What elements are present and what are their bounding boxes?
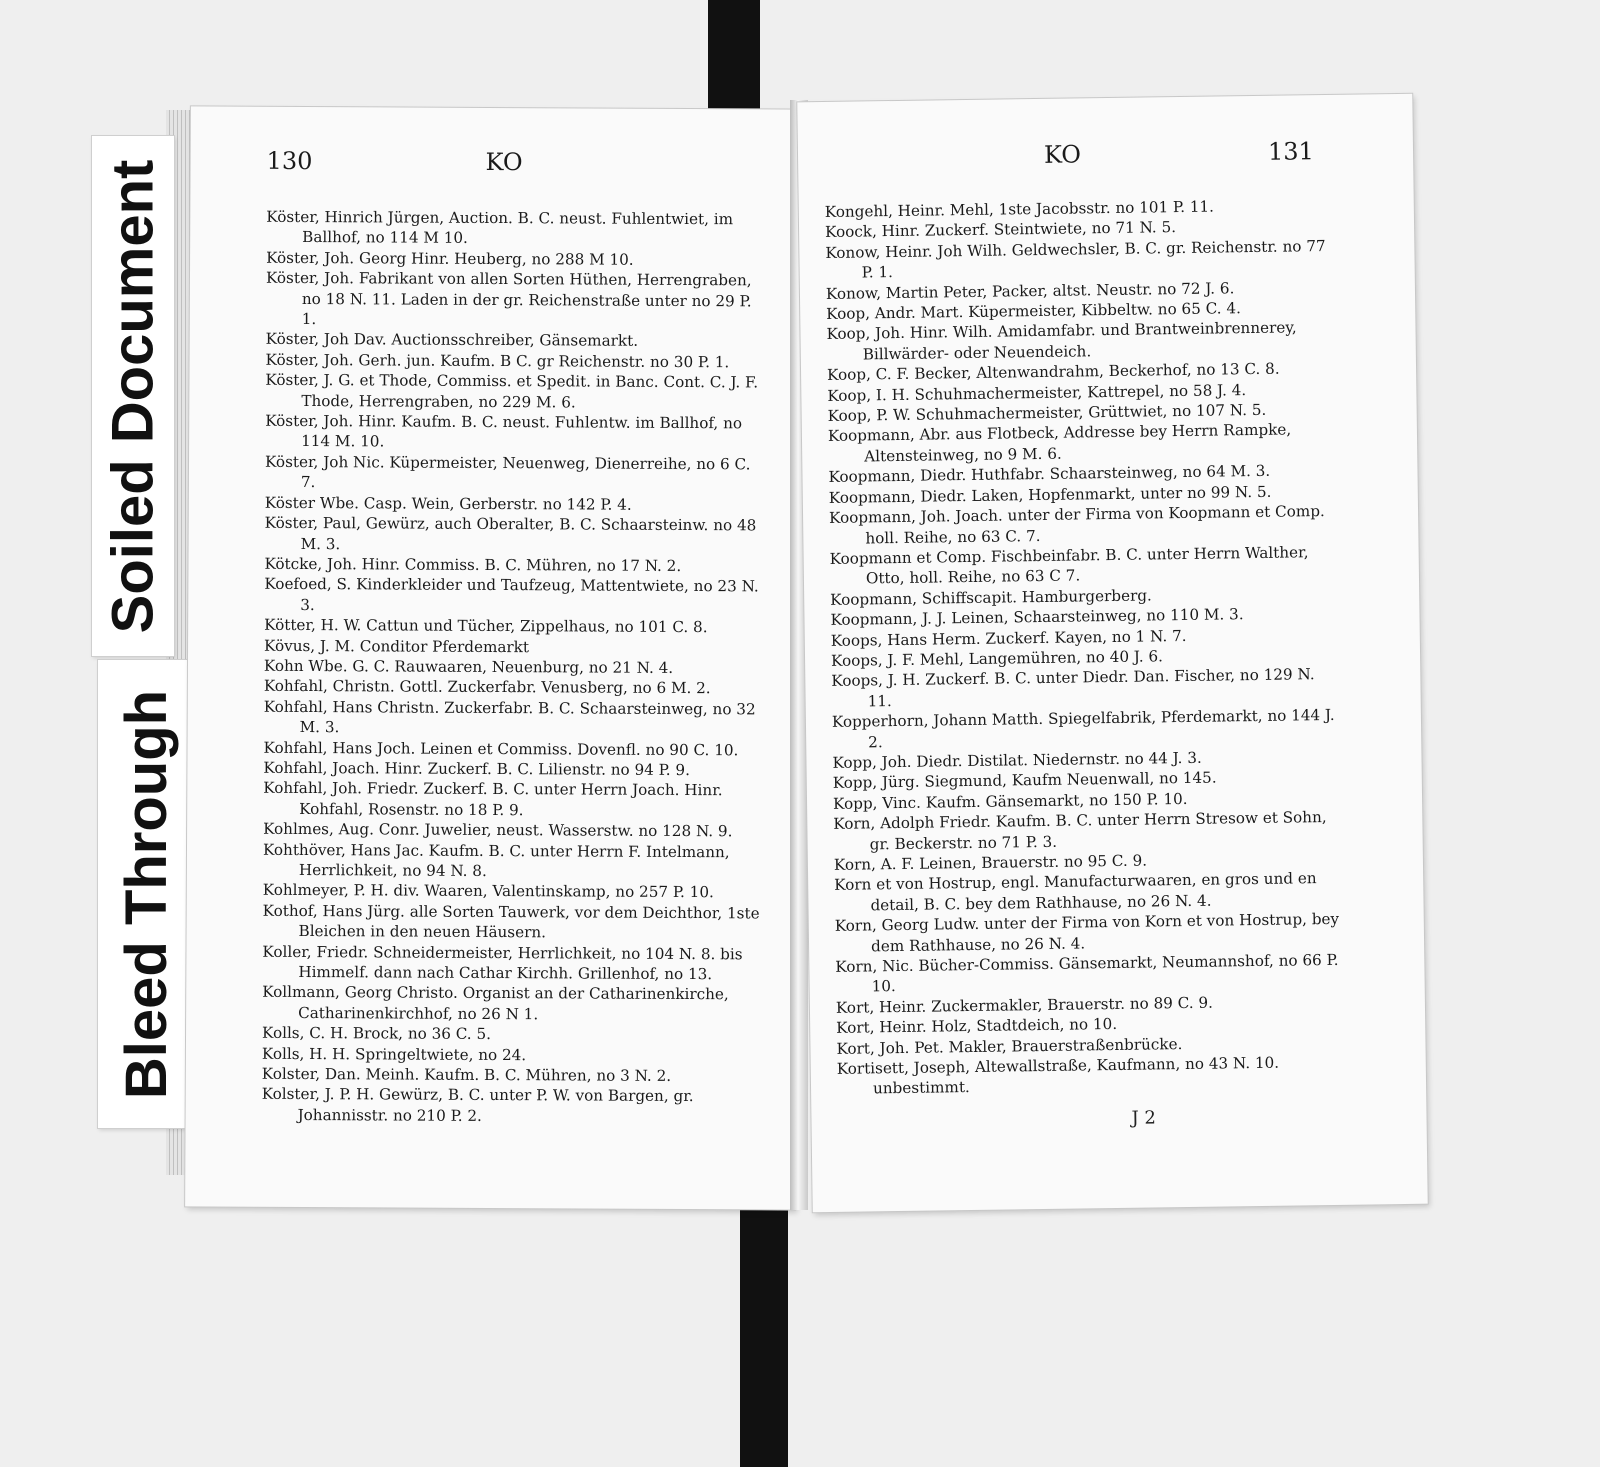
list-item: Kopp, Joh. Diedr. Distilat. Niedernstr. no 44 J. 3. (832, 748, 1202, 772)
list-item: Köster, Hinrich Jürgen, Auction. B. C. neust. Fuhlentwiet, im Ballhof, no 114 M 10. (266, 207, 734, 248)
list-item: Korn, A. F. Leinen, Brauerstr. no 95 C. 9. (833, 851, 1148, 874)
list-item: Kopp, Jürg. Siegmund, Kaufm Neuenwall, no 145. (832, 768, 1217, 793)
list-item: Koops, J. H. Zuckerf. B. C. unter Diedr. Dan. Fischer, no 129 N. 11. (831, 665, 1315, 711)
list-item: Köster, Joh Nic. Küpermeister, Neuenweg, Dienerreihe, no 6 C. 7. (264, 452, 751, 492)
list-item: Kohfahl, Joh. Friedr. Zuckerf. B. C. unter Herrn Joach. Hinr. Kohfahl, Rosenstr. no 18 P. 9. (263, 779, 723, 819)
list-item: Kolster, J. P. H. Gewürz, B. C. unter P. W. von Bargen, gr. Johannisstr. no 210 P. 2. (261, 1085, 694, 1125)
list-item: Kort, Heinr. Holz, Stadtdeich, no 10. (836, 1015, 1118, 1038)
list-item: Korn, Adolph Friedr. Kaufm. B. C. unter Herrn Stresow et Sohn, gr. Beckerstr. no 71 P. 3. (833, 808, 1327, 854)
list-item: Koopmann, Schiffscapit. Hamburgerberg. (830, 586, 1152, 609)
list-item: Koop, P. W. Schuhmachermeister, Grüttwiet, no 107 N. 5. (827, 400, 1267, 426)
signature-mark: J 2 (1131, 1107, 1157, 1129)
list-item: Köster Wbe. Casp. Wein, Gerberstr. no 142 P. 4. (264, 493, 632, 514)
list-item: Koopmann, J. J. Leinen, Schaarsteinweg, no 110 M. 3. (830, 605, 1244, 630)
list-item: Koop, Andr. Mart. Küpermeister, Kibbeltw. no 65 C. 4. (826, 299, 1241, 323)
bleed-through-label (98, 660, 196, 1128)
list-item: Köster, Paul, Gewürz, auch Oberalter, B. C. Schaarsteinw. no 48 M. 3. (264, 513, 757, 553)
list-item: Koopmann, Diedr. Huthfabr. Schaarsteinweg, no 64 M. 3. (828, 462, 1271, 487)
list-item: Koopmann et Comp. Fischbeinfabr. B. C. unter Herrn Walther, Otto, holl. Reihe, no 63 C 7. (829, 543, 1309, 588)
list-item: Kohfahl, Joach. Hinr. Zuckerf. B. C. Lilienstr. no 94 P. 9. (263, 758, 690, 780)
list-item: Koop, I. H. Schuhmachermeister, Kattrepel, no 58 J. 4. (827, 380, 1247, 405)
list-item: Kövus, J. M. Conditor Pferdemarkt (264, 636, 530, 656)
list-item: Köster, J. G. et Thode, Commiss. et Spedit. in Banc. Cont. C. J. F. Thode, Herrengraben, no 229 M. 6. (265, 371, 759, 412)
binding-strap-top (708, 0, 760, 110)
list-item: Korn, Georg Ludw. unter der Firma von Korn et von Hostrup, bey dem Rathhause, no 26 N. 4. (834, 910, 1340, 956)
list-item: Kohlmeyer, P. H. div. Waaren, Valentinskamp, no 257 P. 10. (262, 881, 714, 902)
list-item: Köster, Joh. Georg Hinr. Heuberg, no 288 M 10. (266, 248, 634, 269)
list-item: Kort, Joh. Pet. Makler, Brauerstraßenbrücke. (836, 1034, 1183, 1058)
list-item: Kortisett, Joseph, Altewallstraße, Kaufmann, no 43 N. 10. unbestimmt. (836, 1053, 1280, 1098)
list-item: Koefoed, S. Kinderkleider und Taufzeug, Mattentwiete, no 23 N. 3. (264, 575, 759, 614)
list-item: Kopperhorn, Johann Matth. Spiegelfabrik, Pferdemarkt, no 144 J. 2. (831, 706, 1335, 751)
list-item: Konow, Heinr. Joh Wilh. Geldwechsler, B. C. gr. Reichenstr. no 77 P. 1. (825, 236, 1326, 282)
bleed-through-text: Bleed Through (114, 689, 180, 1099)
list-item: Köster, Joh. Hinr. Kaufm. B. C. neust. Fuhlentw. im Ballhof, no 114 M. 10. (265, 411, 743, 451)
list-item: Kohn Wbe. G. C. Rauwaaren, Neuenburg, no 21 N. 4. (263, 656, 674, 677)
list-item: Kötter, H. W. Cattun und Tücher, Zippelhaus, no 101 C. 8. (264, 615, 708, 637)
list-item: Köster, Joh Dav. Auctionsschreiber, Gänsemarkt. (265, 330, 639, 351)
list-item: Koop, Joh. Hinr. Wilh. Amidamfabr. und Brantweinbrennerey, Billwärder- oder Neuendeich. (826, 318, 1297, 364)
list-item: Koopmann, Joh. Joach. unter der Firma von Koopmann et Comp. holl. Reihe, no 63 C. 7. (828, 502, 1325, 547)
left-running-head: KO (485, 147, 523, 177)
list-item: Korn, Nic. Bücher-Commiss. Gänsemarkt, Neumannshof, no 66 P. 10. (835, 950, 1339, 996)
list-item: Korn et von Hostrup, engl. Manufacturwaaren, en gros und en detail, B. C. bey dem Rathhause, no 26 N. 4. (834, 869, 1317, 915)
list-item: Koock, Hinr. Zuckerf. Steintwiete, no 71 N. 5. (824, 218, 1177, 242)
list-item: Konow, Martin Peter, Packer, altst. Neustr. no 72 J. 6. (825, 278, 1235, 303)
left-page (185, 106, 801, 1209)
list-item: Kollmann, Georg Christo. Organist an der Catharinenkirche, Catharinenkirchhof, no 26 N 1. (262, 983, 729, 1024)
right-page (797, 94, 1427, 1212)
list-item: Kolls, C. H. Brock, no 36 C. 5. (261, 1024, 492, 1044)
list-item: Kort, Heinr. Zuckermakler, Brauerstr. no 89 C. 9. (835, 993, 1214, 1017)
list-item: Köster, Joh. Fabrikant von allen Sorten Hüthen, Herrengraben, no 18 N. 11. Laden in der gr. Reichenstraße unter no 29 P. 1. (265, 269, 752, 329)
list-item: Kolls, H. H. Springeltwiete, no 24. (261, 1044, 527, 1064)
list-item: Kötcke, Joh. Hinr. Commiss. B. C. Mühren, no 17 N. 2. (264, 554, 682, 575)
right-page-number: 131 (1267, 137, 1315, 166)
list-item: Koop, C. F. Becker, Altenwandrahm, Beckerhof, no 13 C. 8. (826, 359, 1280, 385)
list-item: Kohfahl, Hans Christn. Zuckerfabr. B. C. Schaarsteinweg, no 32 M. 3. (263, 697, 756, 737)
list-item: Kohlmes, Aug. Conr. Juwelier, neust. Wasserstw. no 128 N. 9. (263, 819, 733, 841)
list-item: Kohthöver, Hans Jac. Kaufm. B. C. unter Herrn F. Intelmann, Herrlichkeit, no 94 N. 8. (262, 840, 730, 880)
list-item: Koller, Friedr. Schneidermeister, Herrlichkeit, no 104 N. 8. bis Himmelf. dann nach Cathar Kirchh. Grillenhof, no 13. (262, 942, 743, 984)
list-item: Kolster, Dan. Meinh. Kaufm. B. C. Mühren, no 3 N. 2. (261, 1064, 672, 1086)
list-item: Kopp, Vinc. Kaufm. Gänsemarkt, no 150 P. 10. (832, 789, 1188, 813)
left-page-number: 130 (266, 146, 313, 176)
list-item: Koopmann, Abr. aus Flotbeck, Addresse bey Herrn Rampke, Altensteinweg, no 9 M. 6. (827, 420, 1292, 466)
list-item: Kohfahl, Christn. Gottl. Zuckerfabr. Venusberg, no 6 M. 2. (263, 677, 711, 698)
right-entry-list (825, 195, 1347, 1100)
list-item: Kothof, Hans Jürg. alle Sorten Tauwerk, vor dem Deichthor, 1ste Bleichen in den neuen Häusern. (262, 901, 760, 942)
list-item: Koops, J. F. Mehl, Langemühren, no 40 J. 6. (830, 647, 1164, 670)
list-item: Kohfahl, Hans Joch. Leinen et Commiss. Dovenfl. no 90 C. 10. (263, 738, 739, 759)
soiled-document-text: Soiled Document (100, 159, 166, 633)
list-item: Kongehl, Heinr. Mehl, 1ste Jacobsstr. no 101 P. 11. (824, 197, 1215, 221)
list-item: Koops, Hans Herm. Zuckerf. Kayen, no 1 N. 7. (830, 626, 1187, 650)
right-running-head: KO (1043, 140, 1082, 169)
soiled-document-label (92, 136, 174, 656)
list-item: Koopmann, Diedr. Laken, Hopfenmarkt, unter no 99 N. 5. (828, 482, 1272, 507)
left-entry-list (262, 207, 767, 1128)
list-item: Köster, Joh. Gerh. jun. Kaufm. B C. gr Reichenstr. no 30 P. 1. (265, 350, 730, 372)
binding-strap-bottom (740, 1205, 788, 1467)
